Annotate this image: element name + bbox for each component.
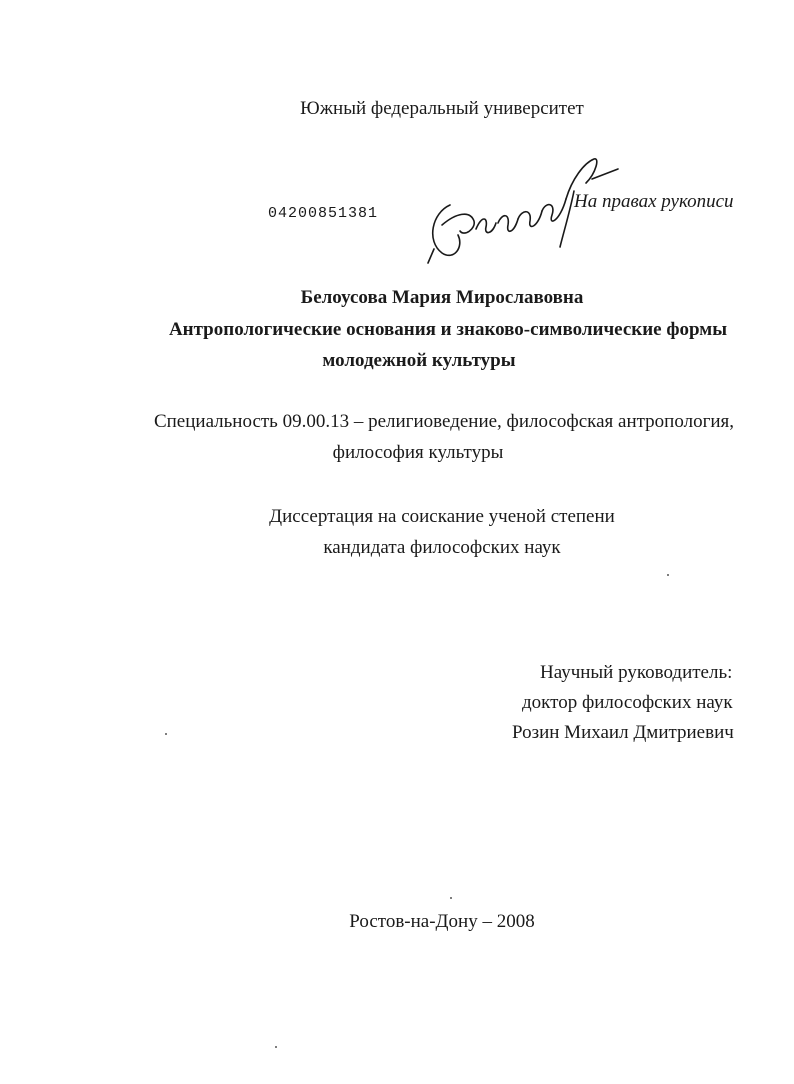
supervisor-label: Научный руководитель: [540, 662, 733, 683]
manuscript-note: На правах рукописи [574, 191, 734, 212]
degree-line2: кандидата философских наук [323, 537, 561, 558]
scan-speck [667, 574, 669, 576]
dissertation-title-line1: Антропологические основания и знаково-символические формы [168, 319, 728, 340]
code-number: 04200851381 [268, 205, 379, 222]
dissertation-title-line2: молодежной культуры [322, 350, 516, 371]
scan-speck [165, 733, 167, 735]
university-name: Южный федеральный университет [300, 98, 584, 119]
place-year: Ростов-на-Дону – 2008 [349, 911, 535, 932]
supervisor-name: Розин Михаил Дмитриевич [512, 722, 734, 743]
degree-line1: Диссертация на соискание ученой степени [269, 506, 615, 527]
scan-speck [275, 1046, 277, 1048]
scan-speck [450, 897, 452, 899]
supervisor-degree: доктор философских наук [522, 692, 733, 713]
author-name: Белоусова Мария Мирославовна [300, 287, 584, 308]
specialty-line1: Специальность 09.00.13 – религиоведение, философская антропология, [153, 411, 735, 432]
specialty-line2: философия культуры [332, 442, 504, 463]
